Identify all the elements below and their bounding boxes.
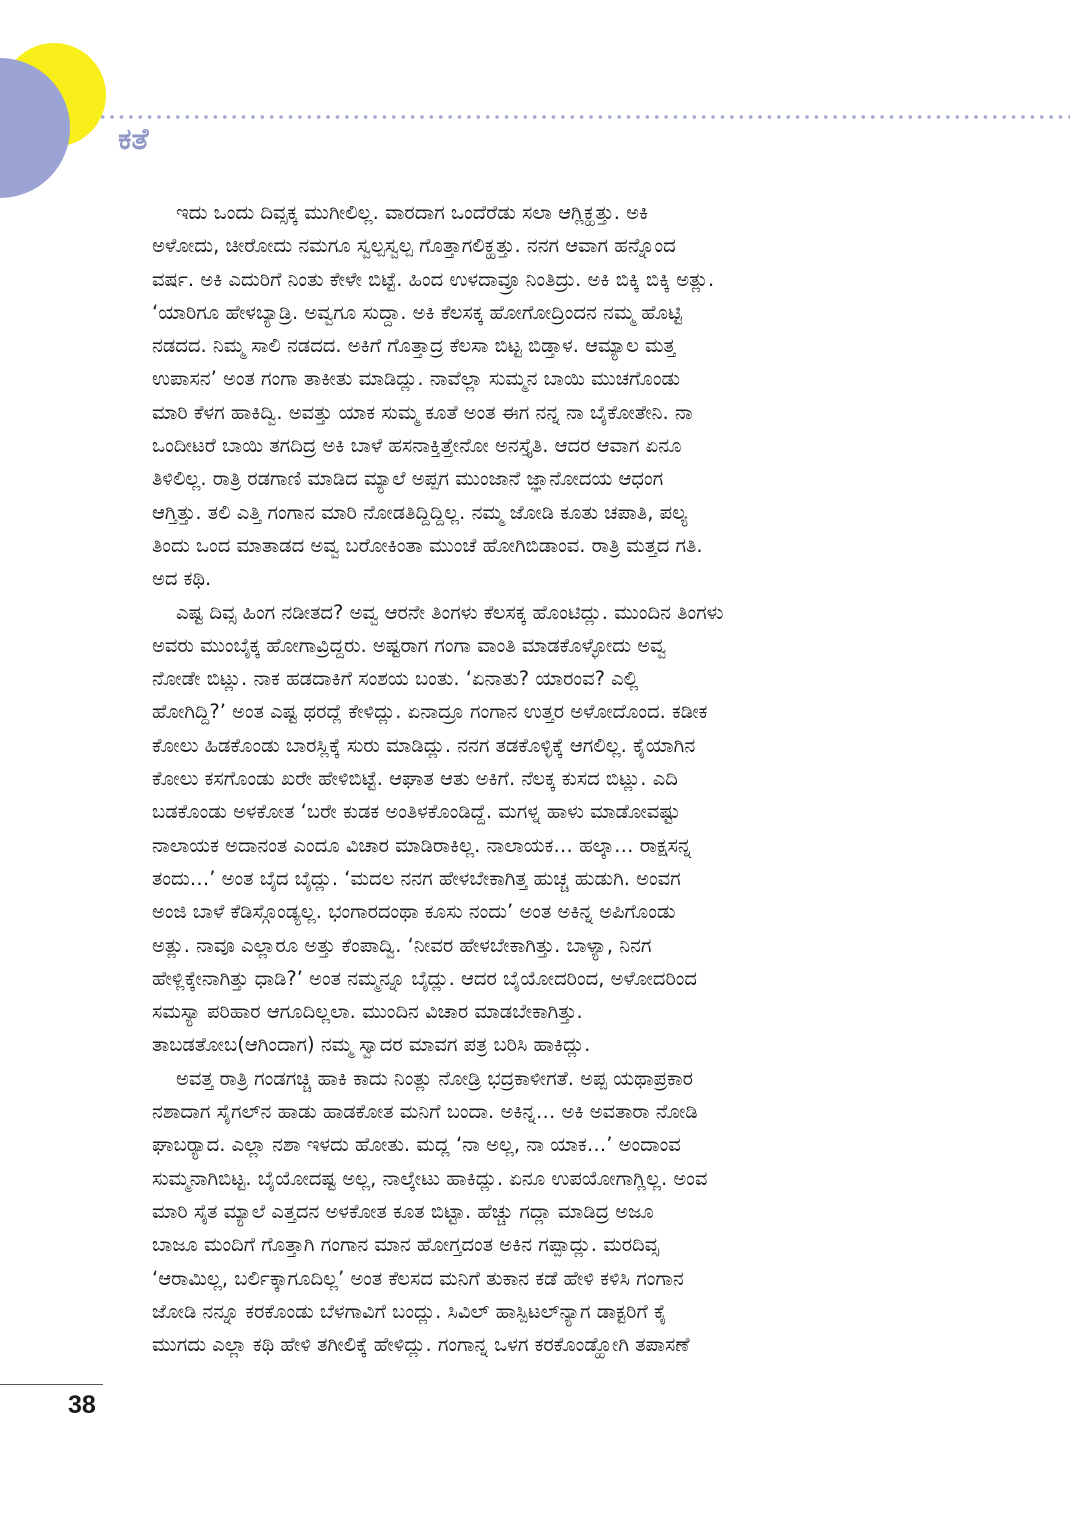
text-line: ಘಾಬರ್‍ಯಾದ. ಎಲ್ಲಾ ನಶಾ ಇಳದು ಹೋತು. ಮದ್ಲ ‘ನಾ ಅಲ್ಲ, ನಾ ಯಾಕ…’ ಅಂದಾಂವ [152, 1133, 681, 1157]
page-number: 38 [68, 1391, 96, 1419]
text-line: ತಾಬಡತೋಬ(ಆಗಿಂದಾಗ) ನಮ್ಮ ಸ್ವಾದರ ಮಾವಗ ಪತ್ರ ಬರಿಸಿ ಹಾಕಿದ್ಲು. [152, 1033, 591, 1057]
text-line: ಆಗ್ತಿತ್ತು. ತಲಿ ಎತ್ತಿ ಗಂಗಾನ ಮಾರಿ ನೋಡತಿದ್ದಿದ್ದಿಲ್ಲ. ನಮ್ಮ ಜೋಡಿ ಕೂತು ಚಪಾತಿ, ಪಲ್ಯ [152, 500, 688, 524]
text-line: ಸಮಸ್ಯಾ ಪರಿಹಾರ ಆಗೂದಿಲ್ಲಲಾ. ಮುಂದಿನ ವಿಚಾರ ಮಾಡಬೇಕಾಗಿತ್ತು. [152, 1000, 583, 1024]
text-line: ಅಳೋದು, ಚೀರೋದು ನಮಗೂ ಸ್ವಲ್ಪಸ್ವಲ್ಪ ಗೊತ್ತಾಗಲಿಕ್ಹತ್ತು. ನನಗ ಆವಾಗ ಹನ್ನೊಂದ [152, 234, 676, 258]
footer-rule [0, 1384, 103, 1385]
text-line: ತಿಳಿಲಿಲ್ಲ. ರಾತ್ರಿ ರಡಗಾಣಿ ಮಾಡಿದ ಮ್ಯಾಲೆ ಅಪ್ಪಗ ಮುಂಜಾನೆ ಜ್ಞಾನೋದಯ ಆಧಂಗ [152, 467, 664, 491]
text-line: ನಾಲಾಯಕ ಅದಾನಂತ ಎಂದೂ ವಿಚಾರ ಮಾಡಿರಾಕಿಲ್ಲ. ನಾಲಾಯಕ… ಹಲ್ಕಾ… ರಾಕ್ಷಸನ್ನ [152, 833, 692, 857]
text-line: ತಿಂದು ಒಂದ ಮಾತಾಡದ ಅವ್ವ ಬರೋಕಿಂತಾ ಮುಂಚೆ ಹೋಗಿಬಿಡಾಂವ. ರಾತ್ರಿ ಮತ್ತದ ಗತಿ. [152, 533, 703, 557]
section-title: ಕತೆ [118, 122, 149, 157]
paragraph [152, 1062, 912, 1362]
text-line: ಮಾರಿ ಸೈತ ಮ್ಯಾಲೆ ಎತ್ತದನ ಅಳಕೋತ ಕೂತ ಬಿಟ್ಟಾ. ಹೆಚ್ಚು ಗದ್ಲಾ ಮಾಡಿದ್ರ ಅಜೂ [152, 1199, 654, 1223]
text-line: ಅಂಜಿ ಬಾಳೆ ಕೆಡಿಸ್ಗೊಂಡ್ಯಲ್ಲ. ಭಂಗಾರದಂಥಾ ಕೂಸು ನಂದು’ ಅಂತ ಅಕಿನ್ನ ಅಪಿಗೊಂಡು [152, 900, 676, 924]
text-line: ಉಪಾಸನ’ ಅಂತ ಗಂಗಾ ತಾಕೀತು ಮಾಡಿದ್ಲು. ನಾವೆಲ್ಲಾ ಸುಮ್ಮನ ಬಾಯಿ ಮುಚಗೊಂಡು [152, 367, 681, 391]
text-line: ತಂದು…’ ಅಂತ ಬೈದ ಬೈದ್ಲು. ‘ಮದಲ ನನಗ ಹೇಳಬೇಕಾಗಿತ್ತ ಹುಚ್ಚ ಹುಡುಗಿ. ಅಂವಗ [152, 866, 681, 890]
text-line: ಹೇಳ್ಲಿಕ್ಕೇನಾಗಿತ್ತು ಧಾಡಿ?’ ಅಂತ ನಮ್ಮನ್ನೂ ಬೈದ್ಲು. ಆದರ ಬೈಯೋದರಿಂದ, ಅಳೋದರಿಂದ [152, 966, 697, 990]
text-line: ಹೋಗಿದ್ದಿ?’ ಅಂತ ಎಷ್ಟ ಥರದ್ಲೆ ಕೇಳಿದ್ಲು. ಏನಾದ್ರೂ ಗಂಗಾನ ಉತ್ತರ ಅಳೋದೊಂದ. ಕಡೀಕ [152, 700, 708, 724]
text-line: ಅತ್ಲು. ನಾವೂ ಎಲ್ಲಾರೂ ಅತ್ತು ಕೆಂಪಾದ್ವಿ. ‘ನೀವರ ಹೇಳಬೇಕಾಗಿತ್ತು. ಬಾಳ್ಯಾ, ನಿನಗ [152, 933, 652, 957]
text-line: ನಡದದ. ನಿಮ್ಮ ಸಾಲಿ ನಡದದ. ಅಕಿಗೆ ಗೊತ್ತಾದ್ರ ಕೆಲಸಾ ಬಿಟ್ಟ ಬಿಡ್ತಾಳ. ಆಮ್ಯಾಲ ಮತ್ತ [152, 334, 676, 358]
story-body [152, 196, 912, 1361]
text-line: ವರ್ಷ. ಅಕಿ ಎದುರಿಗೆ ನಿಂತು ಕೇಳೇ ಬಿಟ್ಟೆ. ಹಿಂದ ಉಳದಾವ್ರೂ ನಿಂತಿದ್ರು. ಅಕಿ ಬಿಕ್ಕಿ ಬಿಕ್ಕಿ ಅತ್ಲು. [152, 267, 715, 291]
corner-decoration [0, 0, 120, 210]
text-line: ನೋಡೇ ಬಿಟ್ಲು. ನಾಕ ಹಡದಾಕಿಗೆ ಸಂಶಯ ಬಂತು. ‘ಏನಾತು? ಯಾರಂವ? ಎಲ್ಲಿ [152, 667, 639, 691]
text-line: ‘ಯಾರಿಗೂ ಹೇಳಬ್ಯಾಡ್ರಿ. ಅವ್ವಗೂ ಸುದ್ದಾ. ಅಕಿ ಕೆಲಸಕ್ಕ ಹೋಗೋದ್ರಿಂದನ ನಮ್ಮ ಹೊಟ್ಟಿ [152, 300, 683, 324]
paragraph [152, 196, 912, 596]
paragraph [152, 596, 912, 1062]
text-line: ನಶಾದಾಗ ಸೈಗಲ್‌ನ ಹಾಡು ಹಾಡಕೋತ ಮನಿಗೆ ಬಂದಾ. ಅಕಿನ್ನ… ಅಕಿ ಅವತಾರಾ ನೋಡಿ [152, 1100, 698, 1124]
text-line: ಬಡಕೊಂಡು ಅಳಕೋತ ‘ಬರೇ ಕುಡಕ ಅಂತಿಳಕೊಂಡಿದ್ದೆ. ಮಗಳ್ನ ಹಾಳು ಮಾಡೋವಷ್ಟು [152, 800, 681, 824]
text-line: ಇದು ಒಂದು ದಿವ್ಸಕ್ಕ ಮುಗೀಲಿಲ್ಲ. ವಾರದಾಗ ಒಂದೆರೆಡು ಸಲಾ ಆಗ್ಲಿಕ್ಹತ್ತು. ಅಕಿ [176, 201, 649, 224]
text-line: ಕೋಲು ಕಸಗೊಂಡು ಖರೇ ಹೇಳಿಬಿಟ್ಟೆ. ಆಘಾತ ಆತು ಅಕಿಗೆ. ನೆಲಕ್ಕ ಕುಸದ ಬಿಟ್ಲು. ಎದಿ [152, 767, 678, 791]
text-line: ಬಾಜೂ ಮಂದಿಗೆ ಗೊತ್ತಾಗಿ ಗಂಗಾನ ಮಾನ ಹೋಗ್ತದಂತ ಅಕಿನ ಗಪ್ಪಾದ್ಲು. ಮರದಿವ್ಸ [152, 1233, 660, 1257]
text-line: ಮುಗದು ಎಲ್ಲಾ ಕಥಿ ಹೇಳಿ ತಗೀಲಿಕ್ಕೆ ಹೇಳಿದ್ಲು. ಗಂಗಾನ್ನ ಒಳಗ ಕರಕೊಂಡ್ಹೋಗಿ ತಪಾಸಣೆ [152, 1333, 690, 1357]
text-line: ಅವರು ಮುಂಬೈಕ್ಕ ಹೋಗಾವ್ರಿದ್ದರು. ಅಷ್ಟರಾಗ ಗಂಗಾ ವಾಂತಿ ಮಾಡಕೊಳ್ಳೋದು ಅವ್ವ [152, 633, 667, 657]
dotted-divider [98, 114, 1070, 120]
text-line: ಮಾರಿ ಕೆಳಗ ಹಾಕಿದ್ವಿ. ಅವತ್ತು ಯಾಕ ಸುಮ್ಮ ಕೂತೆ ಅಂತ ಈಗ ನನ್ನ ನಾ ಬೈಕೋತೇನಿ. ನಾ [152, 400, 693, 424]
text-line: ಕೋಲು ಹಿಡಕೊಂಡು ಬಾರಸ್ಲಿಕ್ಕೆ ಸುರು ಮಾಡಿದ್ಲು. ನನಗ ತಡಕೊಳ್ಳಿಕ್ಕೆ ಆಗಲಿಲ್ಲ. ಕೈಯಾಗಿನ [152, 733, 696, 757]
text-line: ಅವತ್ತ ರಾತ್ರಿ ಗಂಡಗಚ್ಚಿ ಹಾಕಿ ಕಾದು ನಿಂತ್ಲು ನೋಡ್ರಿ ಭದ್ರಕಾಳೀಗತೆ. ಅಪ್ಪ ಯಥಾಪ್ರಕಾರ [176, 1066, 693, 1090]
text-line: ಅದ ಕಥಿ. [152, 567, 212, 591]
text-line: ‘ಆರಾಮಿಲ್ಲ, ಬರ್ಲಿಕ್ಕಾಗೂದಿಲ್ಲ’ ಅಂತ ಕೆಲಸದ ಮನಿಗೆ ತುಕಾನ ಕಡೆ ಹೇಳಿ ಕಳಿಸಿ ಗಂಗಾನ [152, 1266, 684, 1290]
text-line: ಎಷ್ಟ ದಿವ್ಸ ಹಿಂಗ ನಡೀತದ? ಅವ್ವ ಆರನೇ ತಿಂಗಳು ಕೆಲಸಕ್ಕ ಹೊಂಟಿದ್ಲು. ಮುಂದಿನ ತಿಂಗಳು [176, 600, 724, 624]
text-line: ಸುಮ್ಮನಾಗಿಬಿಟ್ಟ. ಬೈಯೋದಷ್ಟ ಅಲ್ಲ, ನಾಲ್ಕೇಟು ಹಾಕಿದ್ಲು. ಏನೂ ಉಪಯೋಗಾಗ್ಲಿಲ್ಲ. ಅಂವ [152, 1166, 708, 1190]
text-line: ಒಂದೀಟರೆ ಬಾಯಿ ತಗದಿದ್ರ ಅಕಿ ಬಾಳೆ ಹಸನಾಕ್ತಿತ್ತೇನೋ ಅನಸ್ತೈತಿ. ಆದರ ಆವಾಗ ಏನೂ [152, 434, 682, 458]
text-line: ಜೋಡಿ ನನ್ನೂ ಕರಕೊಂಡು ಬೆಳಗಾವಿಗೆ ಬಂದ್ಲು. ಸಿವಿಲ್ ಹಾಸ್ಪಿಟಲ್‌ನ್ಯಾಗ ಡಾಕ್ಟರಿಗೆ ಕೈ [152, 1299, 667, 1323]
